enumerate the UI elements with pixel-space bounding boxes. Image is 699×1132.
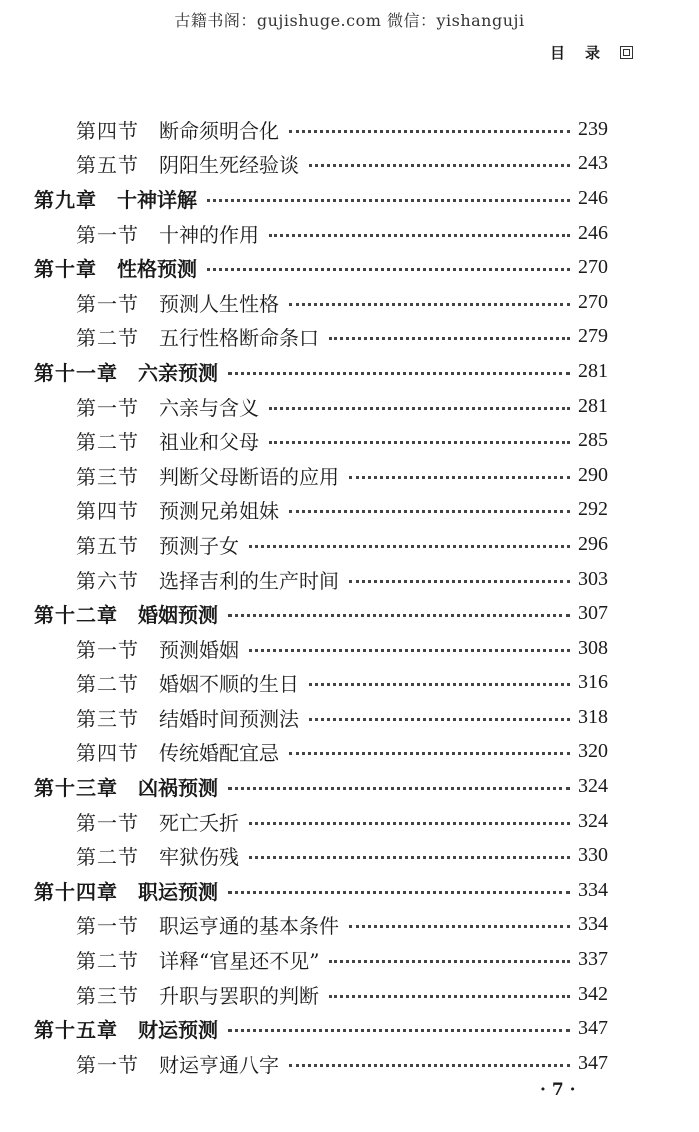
toc-entry-page: 281 bbox=[578, 359, 608, 382]
toc-entry-title: 预测子女 bbox=[159, 533, 239, 558]
toc-section-row bbox=[0, 458, 699, 493]
toc-entry-page: 337 bbox=[578, 948, 608, 971]
header-title-char-1: 目 bbox=[549, 44, 579, 62]
dot-leader bbox=[289, 1064, 570, 1067]
toc-entry-page: 270 bbox=[578, 290, 608, 313]
toc-entry-number: 第九章 bbox=[34, 187, 97, 212]
toc-section-row bbox=[0, 389, 699, 424]
toc-entry-number: 第十五章 bbox=[34, 1018, 118, 1043]
toc-section-row bbox=[0, 147, 699, 182]
dot-leader bbox=[309, 164, 570, 167]
toc-entry-page: 246 bbox=[578, 186, 608, 209]
toc-entry-page: 330 bbox=[578, 844, 608, 867]
toc-entry-page: 347 bbox=[578, 1017, 608, 1040]
toc-section-row bbox=[0, 285, 699, 320]
toc-section-row bbox=[0, 908, 699, 943]
dot-leader bbox=[249, 649, 570, 652]
header-title-char-2: 录 bbox=[584, 44, 614, 62]
toc-section-row bbox=[0, 666, 699, 701]
toc-entry-title: 财运亨通八字 bbox=[159, 1052, 279, 1077]
table-of-contents bbox=[0, 112, 699, 1081]
toc-entry-title: 六亲与含义 bbox=[159, 395, 259, 420]
dot-leader bbox=[207, 199, 570, 202]
toc-section-row bbox=[0, 735, 699, 770]
toc-section-row bbox=[0, 700, 699, 735]
toc-section-row bbox=[0, 112, 699, 147]
toc-section-row bbox=[0, 527, 699, 562]
toc-section-row bbox=[0, 838, 699, 873]
toc-section-row bbox=[0, 423, 699, 458]
toc-entry-number: 第四节 bbox=[76, 499, 139, 524]
toc-entry-title: 婚姻预测 bbox=[138, 603, 218, 628]
toc-entry-title: 升职与罢职的判断 bbox=[159, 983, 319, 1008]
toc-entry-number: 第一节 bbox=[76, 914, 139, 939]
toc-entry-page: 342 bbox=[578, 982, 608, 1005]
toc-entry-number: 第三节 bbox=[76, 983, 139, 1008]
toc-entry-page: 316 bbox=[578, 671, 608, 694]
toc-chapter-row bbox=[0, 596, 699, 631]
toc-entry-title: 五行性格断命条口 bbox=[159, 326, 319, 351]
toc-entry-title: 财运预测 bbox=[138, 1018, 218, 1043]
toc-entry-title: 性格预测 bbox=[117, 257, 197, 282]
dot-leader bbox=[289, 510, 570, 513]
toc-entry-number: 第十二章 bbox=[34, 603, 118, 628]
running-header bbox=[550, 42, 633, 63]
toc-entry-title: 牢狱伤残 bbox=[159, 845, 239, 870]
toc-entry-title: 十神详解 bbox=[117, 187, 197, 212]
dot-leader bbox=[269, 441, 570, 444]
toc-entry-number: 第二节 bbox=[76, 326, 139, 351]
toc-entry-number: 第一节 bbox=[76, 810, 139, 835]
dot-leader bbox=[207, 268, 570, 271]
dot-leader bbox=[249, 856, 570, 859]
toc-entry-page: 243 bbox=[578, 152, 608, 175]
toc-entry-number: 第十三章 bbox=[34, 776, 118, 801]
dot-leader bbox=[309, 683, 570, 686]
dot-leader bbox=[309, 718, 570, 721]
toc-entry-number: 第十章 bbox=[34, 257, 97, 282]
dot-leader bbox=[269, 407, 570, 410]
dot-leader bbox=[289, 303, 570, 306]
toc-entry-page: 239 bbox=[578, 117, 608, 140]
dot-leader bbox=[228, 372, 570, 375]
toc-entry-page: 334 bbox=[578, 878, 608, 901]
toc-entry-title: 预测婚姻 bbox=[159, 637, 239, 662]
toc-section-row bbox=[0, 942, 699, 977]
toc-entry-title: 职运预测 bbox=[138, 879, 218, 904]
toc-entry-number: 第三节 bbox=[76, 706, 139, 731]
toc-entry-title: 断命须明合化 bbox=[159, 118, 279, 143]
dot-leader bbox=[329, 995, 570, 998]
toc-entry-page: 307 bbox=[578, 602, 608, 625]
toc-chapter-row bbox=[0, 769, 699, 804]
toc-entry-number: 第一节 bbox=[76, 291, 139, 316]
toc-entry-title: 六亲预测 bbox=[138, 360, 218, 385]
toc-entry-number: 第二节 bbox=[76, 430, 139, 455]
toc-chapter-row bbox=[0, 181, 699, 216]
toc-entry-number: 第一节 bbox=[76, 222, 139, 247]
toc-entry-number: 第三节 bbox=[76, 464, 139, 489]
dot-leader bbox=[289, 130, 570, 133]
toc-entry-page: 290 bbox=[578, 463, 608, 486]
toc-entry-title: 十神的作用 bbox=[159, 222, 259, 247]
toc-entry-page: 324 bbox=[578, 809, 608, 832]
toc-chapter-row bbox=[0, 250, 699, 285]
toc-entry-title: 选择吉利的生产时间 bbox=[159, 568, 339, 593]
toc-entry-title: 凶祸预测 bbox=[138, 776, 218, 801]
toc-entry-page: 281 bbox=[578, 394, 608, 417]
page-number: · 7 · bbox=[540, 1080, 576, 1100]
toc-entry-number: 第一节 bbox=[76, 395, 139, 420]
toc-entry-page: 270 bbox=[578, 256, 608, 279]
toc-entry-page: 292 bbox=[578, 498, 608, 521]
toc-entry-number: 第二节 bbox=[76, 845, 139, 870]
toc-chapter-row bbox=[0, 873, 699, 908]
toc-chapter-row bbox=[0, 354, 699, 389]
toc-entry-number: 第二节 bbox=[76, 949, 139, 974]
toc-section-row bbox=[0, 1046, 699, 1081]
toc-section-row bbox=[0, 320, 699, 355]
toc-entry-number: 第一节 bbox=[76, 1052, 139, 1077]
toc-entry-page: 303 bbox=[578, 567, 608, 590]
toc-entry-title: 职运亨通的基本条件 bbox=[159, 914, 339, 939]
toc-section-row bbox=[0, 216, 699, 251]
toc-section-row bbox=[0, 977, 699, 1012]
dot-leader bbox=[228, 787, 570, 790]
toc-entry-number: 第五节 bbox=[76, 533, 139, 558]
dot-leader bbox=[249, 822, 570, 825]
dot-leader bbox=[329, 960, 570, 963]
dot-leader bbox=[269, 234, 570, 237]
toc-entry-title: 死亡夭折 bbox=[159, 810, 239, 835]
toc-entry-page: 318 bbox=[578, 705, 608, 728]
toc-entry-page: 296 bbox=[578, 532, 608, 555]
dot-leader bbox=[249, 545, 570, 548]
square-icon bbox=[620, 46, 633, 59]
toc-entry-page: 308 bbox=[578, 636, 608, 659]
toc-entry-title: 阴阳生死经验谈 bbox=[159, 153, 299, 178]
toc-section-row bbox=[0, 493, 699, 528]
dot-leader bbox=[228, 614, 570, 617]
dot-leader bbox=[349, 476, 570, 479]
toc-entry-title: 结婚时间预测法 bbox=[159, 706, 299, 731]
toc-entry-number: 第四节 bbox=[76, 741, 139, 766]
toc-entry-number: 第四节 bbox=[76, 118, 139, 143]
toc-entry-page: 279 bbox=[578, 325, 608, 348]
dot-leader bbox=[349, 580, 570, 583]
toc-entry-number: 第一节 bbox=[76, 637, 139, 662]
toc-entry-title: 判断父母断语的应用 bbox=[159, 464, 339, 489]
toc-entry-page: 285 bbox=[578, 429, 608, 452]
dot-leader bbox=[349, 925, 570, 928]
dot-leader bbox=[289, 752, 570, 755]
dot-leader bbox=[329, 337, 570, 340]
toc-entry-page: 347 bbox=[578, 1051, 608, 1074]
toc-entry-number: 第二节 bbox=[76, 672, 139, 697]
toc-entry-page: 334 bbox=[578, 913, 608, 936]
toc-entry-title: 祖业和父母 bbox=[159, 430, 259, 455]
toc-entry-page: 324 bbox=[578, 775, 608, 798]
toc-entry-number: 第五节 bbox=[76, 153, 139, 178]
dot-leader bbox=[228, 891, 570, 894]
toc-entry-page: 246 bbox=[578, 221, 608, 244]
toc-entry-number: 第十一章 bbox=[34, 360, 118, 385]
toc-entry-title: 婚姻不顺的生日 bbox=[159, 672, 299, 697]
toc-entry-title: 详释“官星还不见” bbox=[159, 949, 320, 974]
toc-entry-number: 第十四章 bbox=[34, 879, 118, 904]
toc-section-row bbox=[0, 631, 699, 666]
toc-entry-title: 预测人生性格 bbox=[159, 291, 279, 316]
toc-entry-title: 传统婚配宜忌 bbox=[159, 741, 279, 766]
toc-entry-page: 320 bbox=[578, 740, 608, 763]
toc-section-row bbox=[0, 562, 699, 597]
toc-entry-title: 预测兄弟姐妹 bbox=[159, 499, 279, 524]
toc-section-row bbox=[0, 804, 699, 839]
dot-leader bbox=[228, 1029, 570, 1032]
watermark-text: 古籍书阁：gujishuge.com 微信：yishanguji bbox=[174, 11, 525, 30]
toc-entry-number: 第六节 bbox=[76, 568, 139, 593]
toc-chapter-row bbox=[0, 1011, 699, 1046]
